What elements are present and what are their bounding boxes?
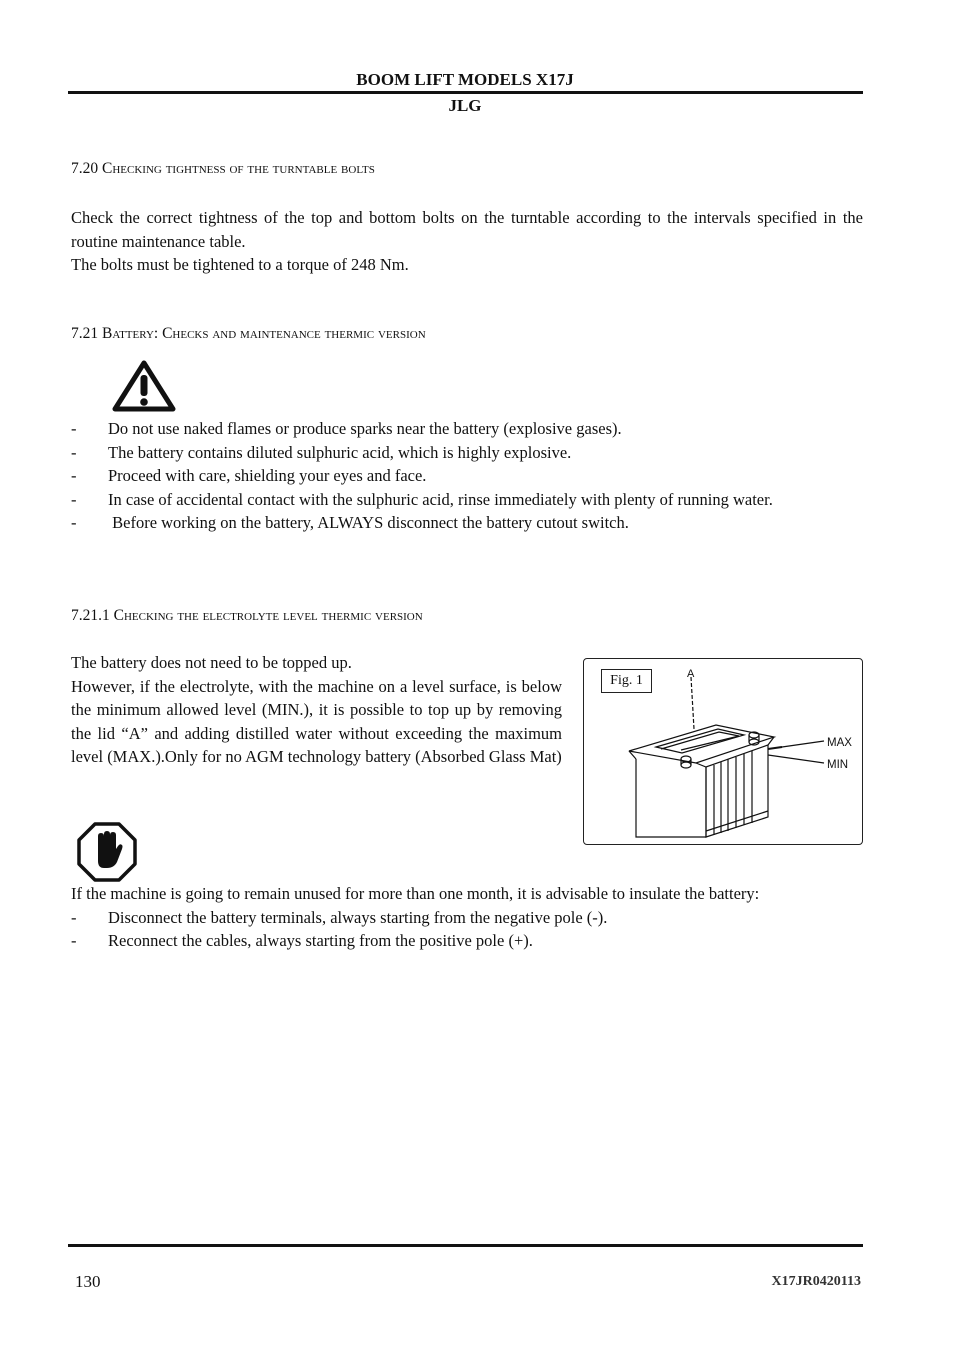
list-item-text: Do not use naked flames or produce sparks near the battery (explosive gases). <box>108 419 622 438</box>
paragraph: The bolts must be tightened to a torque of 248 Nm. <box>71 255 409 275</box>
paragraph: If the machine is going to remain unused for more than one month, it is advisable to insulate the battery: <box>71 884 760 903</box>
list-bullet: - <box>71 513 77 533</box>
stop-hand-icon <box>77 822 137 882</box>
list-bullet: - <box>71 907 77 927</box>
section-body-7-20 <box>71 206 863 277</box>
list-item <box>71 906 863 930</box>
section-heading-7-21: 7.21 Battery: Checks and maintenance thermic version <box>71 325 426 342</box>
list-item-text: The battery contains diluted sulphuric acid, which is highly explosive. <box>108 442 572 462</box>
warning-triangle-icon <box>112 360 176 412</box>
list-item-text: Proceed with care, shielding your eyes and face. <box>108 466 427 486</box>
list-bullet: - <box>71 466 77 486</box>
electrolyte-text <box>71 651 562 769</box>
list-item-text: Before working on the battery, ALWAYS disconnect the battery cutout switch. <box>108 513 629 533</box>
list-item <box>71 929 863 953</box>
footer-rule <box>68 1244 863 1247</box>
page-number: 130 <box>75 1272 101 1291</box>
section-heading-7-20: 7.20 Checking tightness of the turntable bolts <box>71 160 375 177</box>
section-heading-7-21-1: 7.21.1 Checking the electrolyte level thermic version <box>71 607 423 624</box>
list-item <box>71 464 863 488</box>
list-item <box>71 417 863 441</box>
callout-a: A <box>687 668 695 680</box>
paragraph: The battery does not need to be topped up. <box>71 653 352 672</box>
paragraph: Check the correct tightness of the top and bottom bolts on the turntable according to the intervals specified in the routine maintenance table. <box>71 208 863 251</box>
document-code: X17JR0420113 <box>771 1274 861 1289</box>
list-item-text: Reconnect the cables, always starting from the positive pole (+). <box>108 931 533 951</box>
figure-label: Fig. 1 <box>601 669 652 693</box>
list-item <box>71 511 863 535</box>
header-title: BOOM LIFT MODELS X17J <box>356 70 574 89</box>
list-item <box>71 441 863 465</box>
list-bullet: - <box>71 931 77 951</box>
paragraph: However, if the electrolyte, with the machine on a level surface, is below the minimum allowed level (MIN.), it is possible to top up by removing the lid “A” and adding distilled water without exceeding the maximum level (MAX.).Only for no AGM technology battery (Absorbed Glass Mat) <box>71 676 562 767</box>
list-bullet: - <box>71 442 77 462</box>
list-item-text: In case of accidental contact with the sulphuric acid, rinse immediately with plenty of running water. <box>108 489 773 509</box>
callout-max: MAX <box>827 737 852 749</box>
header-rule <box>68 91 863 94</box>
list-item-text: Disconnect the battery terminals, always starting from the negative pole (-). <box>108 907 608 927</box>
list-bullet: - <box>71 419 77 438</box>
warning-list <box>71 417 863 535</box>
list-item <box>71 488 863 512</box>
header-brand: JLG <box>448 96 482 115</box>
battery-diagram <box>584 659 862 844</box>
storage-text <box>71 882 863 953</box>
list-bullet: - <box>71 489 77 509</box>
callout-min: MIN <box>827 759 849 771</box>
